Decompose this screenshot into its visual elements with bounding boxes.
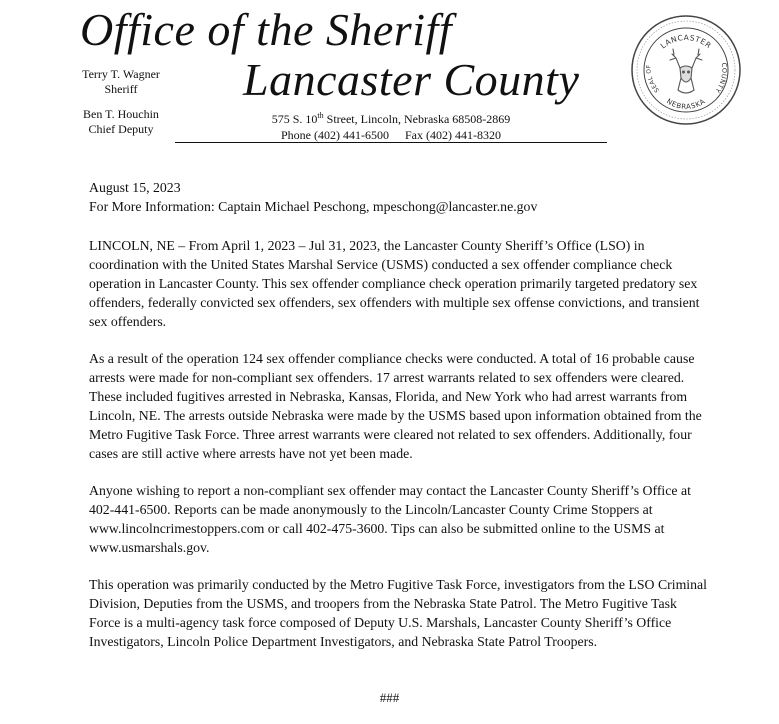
sheriff-title: Sheriff <box>104 82 138 96</box>
seal-bottom-text: NEBRASKA <box>665 97 707 112</box>
release-header <box>89 178 707 216</box>
release-paragraph-1: LINCOLN, NE – From April 1, 2023 – Jul 31, 2023, the Lancaster County Sheriff’s Office (LSO) in coordination with the United States Marshal Service (USMS) conducted a sex offender compliance check operation in Lancaster County. This sex offender compliance check operation primarily targeted predatory sex offenders, federally convicted sex offenders, sex offenders with multiple sex offense convictions, and transient sex offenders. <box>89 238 700 329</box>
release-paragraph-3: Anyone wishing to report a non-compliant sex offender may contact the Lancaster County Sheriff’s Office at 402-441-6500. Reports can be made anonymously to the Lincoln/Lancaster County Crime Stoppers at www.lincolncrimestoppers.com or call 402-475-3600. Tips can also be submitted online to the USMS at www.usmarshals.gov. <box>89 483 691 555</box>
sheriff-name: Terry T. Wagner <box>82 67 160 81</box>
seal-right-text: COUNTY <box>713 62 729 95</box>
chief-deputy-name: Ben T. Houchin <box>83 107 159 121</box>
address-street-number: 575 S. 10 <box>271 112 318 126</box>
seal-top-text: LANCASTER <box>658 32 714 51</box>
chief-deputy-block <box>64 107 178 137</box>
sheriff-block <box>64 67 178 97</box>
release-paragraph-4: This operation was primarily conducted by the Metro Fugitive Task Force, investigators from the LSO Criminal Division, Deputies from the USMS, and troopers from the Nebraska State Patrol. The Metro Fugitive Task Force is a multi-agency task force composed of Deputy U.S. Marshals, Lancaster County Sheriff’s Office Investigators, Lincoln Police Department Investigators, and Nebraska State Patrol Troopers. <box>89 577 707 649</box>
release-paragraph-2: As a result of the operation 124 sex offender compliance checks were conducted. A total of 16 probable cause arrests were made for non-compliant sex offenders. 17 arrest warrants related to sex offenders were cleared. These included fugitives arrested in Nebraska, Kansas, Florida, and New York who had arrest warrants from Lincoln, NE. The arrests outside Nebraska were made by the USMS based upon information obtained from the Metro Fugitive Task Force. Three arrest warrants were cleared not related to sex offenders. Additionally, four cases are still active where arrests have not yet been made. <box>89 351 702 461</box>
letterhead-title-county: Lancaster County <box>243 54 580 105</box>
office-address <box>175 108 607 127</box>
office-phone-fax <box>175 127 607 143</box>
address-street-city: Street, Lincoln, Nebraska 68508-2869 <box>323 112 511 126</box>
address-ordinal-suffix: th <box>317 111 324 120</box>
release-date: August 15, 2023 <box>89 180 181 195</box>
county-seal-icon <box>630 14 742 126</box>
office-fax: Fax (402) 441-8320 <box>405 128 501 142</box>
chief-deputy-title: Chief Deputy <box>88 122 154 136</box>
press-release-body <box>89 178 707 669</box>
release-end-mark: ### <box>379 690 400 705</box>
seal-left-text: SEAL OF <box>645 64 661 94</box>
letterhead-title-office: Office of the Sheriff <box>80 4 453 55</box>
release-contact: For More Information: Captain Michael Peschong, mpeschong@lancaster.ne.gov <box>89 199 538 214</box>
office-phone: Phone (402) 441-6500 <box>281 128 389 142</box>
office-contact-block <box>175 108 607 143</box>
letterhead-divider <box>175 142 607 143</box>
